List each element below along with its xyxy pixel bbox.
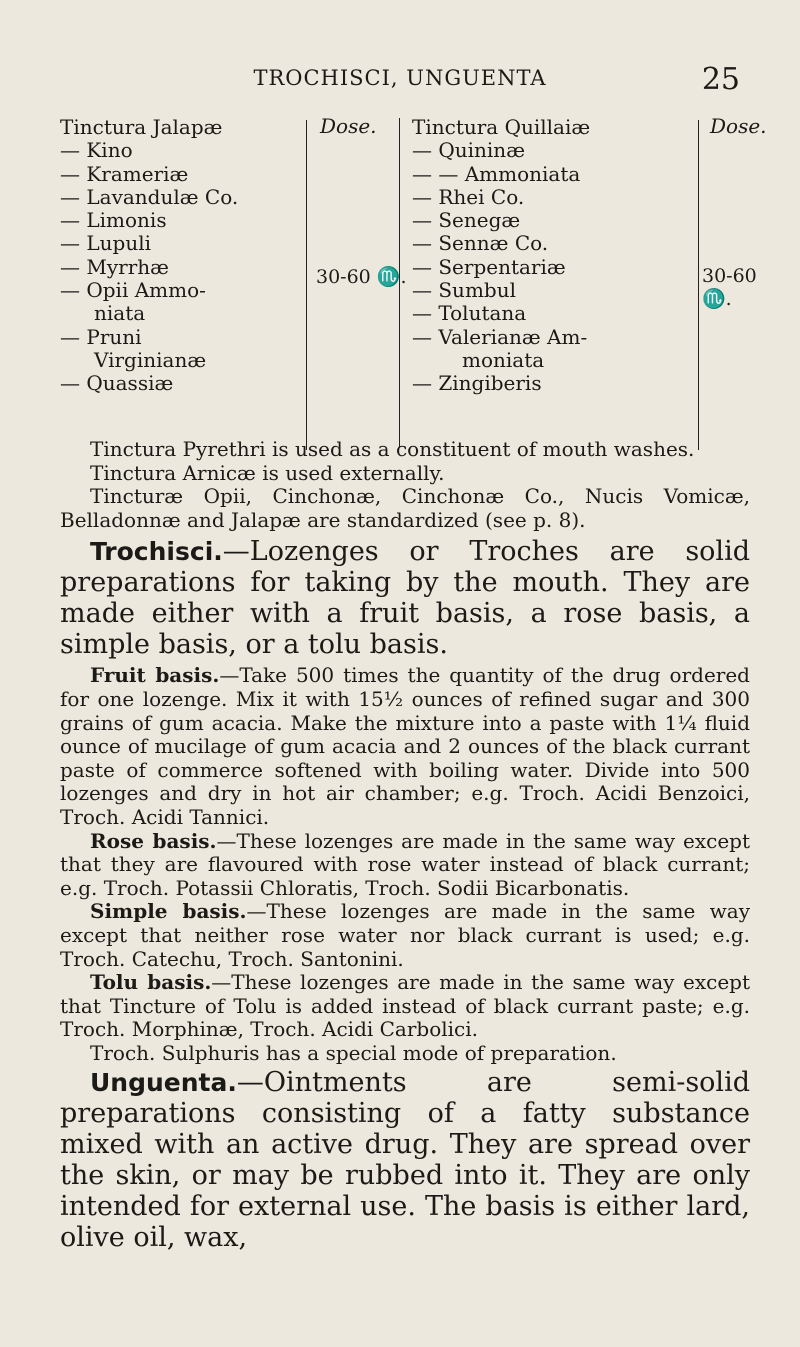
sulphur-note: Troch. Sulphuris has a special mode of preparation. [90, 1040, 617, 1065]
list-item: — Lupuli [60, 231, 151, 256]
list-item: — — Ammoniata [412, 161, 581, 186]
list-item: — Quassiæ [60, 371, 174, 396]
list-item: — Sumbul [412, 278, 516, 303]
list-item: — Lavandulæ Co. [60, 184, 239, 209]
rose-basis-text: —These lozenges are made in the same way except that they are flavoured with rose water instead of black currant; e.g. Troch. Potassii Chloratis, Troch. Sodii Bicarbonatis. [60, 828, 750, 900]
list-item: — Pruni [60, 324, 142, 349]
list-item: — Valerianæ Am- [412, 324, 588, 349]
simple-basis-text: —These lozenges are made in the same way except that neither rose water nor black currant is used; e.g. Troch. Catechu, Troch. Santonini. [60, 899, 750, 971]
fruit-basis-text: —Take 500 times the quantity of the drug ordered for one lozenge. Mix it with 15½ ounces of refined sugar and 300 grains of gum acacia. Make the mixture into a paste with 1¼ fluid ounce of mucilage of gum acacia and 2 ounces of the black currant paste of commerce softened with boiling water. Divide into 500 lozenges and dry in hot air chamber; e.g. Troch. Acidi Benzoici, Troch. Acidi Tannici. [60, 663, 750, 829]
note-pyrethri: Tinctura Pyrethri is used as a constituent of mouth washes. [90, 437, 695, 461]
list-item: — Quininæ [412, 138, 525, 163]
page-header [60, 62, 740, 102]
trochisci-heading: Trochisci. [90, 537, 223, 567]
fruit-basis-paragraph [60, 664, 750, 829]
list-item: — Serpentariæ [412, 254, 566, 279]
list-item: — Rhei Co. [412, 184, 525, 209]
list-item: Tinctura Quillaiæ [412, 115, 591, 139]
list-item: Tinctura Jalapæ [60, 115, 223, 139]
list-item: — Kino [60, 138, 133, 163]
unguenta-heading: Unguenta. [90, 1068, 237, 1098]
tolu-basis-paragraph [60, 971, 750, 1042]
running-title: TROCHISCI, UNGUENTA [253, 66, 547, 90]
page-number: 25 [701, 62, 740, 97]
tolu-basis-heading: Tolu basis. [90, 970, 212, 995]
rose-basis-paragraph [60, 830, 750, 901]
trochisci-paragraph [60, 536, 750, 660]
list-item: — Limonis [60, 208, 167, 233]
list-item: — Tolutana [412, 301, 527, 326]
left-dose-bracket [300, 120, 307, 450]
tincture-list-right [412, 116, 642, 396]
list-item: moniata [462, 347, 545, 372]
dose-heading-left: Dose. [320, 114, 377, 138]
simple-basis-heading: Simple basis. [90, 899, 247, 924]
list-item: — Zingiberis [412, 371, 542, 396]
list-item: — Sennæ Co. [412, 231, 549, 256]
dose-value-right: 30-60 ♏. [702, 265, 757, 310]
tolu-basis-text: —These lozenges are made in the same way except that Tincture of Tolu is added instead of black currant paste; e.g. Troch. Morphinæ, Troch. Acidi Carbolici. [60, 970, 750, 1042]
rose-basis-heading: Rose basis. [90, 828, 217, 853]
fruit-basis-heading: Fruit basis. [90, 663, 220, 688]
list-item: niata [94, 301, 146, 326]
unguenta-text: —Ointments are semi-solid preparations consisting of a fatty substance mixed with an active drug. They are spread over the skin, or may be rubbed into it. They are only intended for external use. The basis is either lard, olive oil, wax, [60, 1067, 750, 1254]
unguenta-paragraph [60, 1067, 750, 1253]
column-divider [399, 118, 400, 448]
page-body [60, 438, 750, 1253]
dose-value-left: 30-60 ♏. [316, 266, 407, 288]
list-item: — Myrrhæ [60, 254, 169, 279]
right-dose-bracket [692, 120, 699, 450]
list-item: — Krameriæ [60, 161, 189, 186]
note-standardized: Tincturæ Opii, Cinchonæ, Cinchonæ Co., Nucis Vomicæ, Belladonnæ and Jalapæ are standardized (see p. 8). [60, 484, 750, 532]
trochisci-text: —Lozenges or Troches are solid preparations for taking by the mouth. They are made either with a fruit basis, a rose basis, a simple basis, or a tolu basis. [60, 536, 750, 661]
tincture-dose-table [60, 114, 767, 436]
list-item: — Opii Ammo- [60, 278, 206, 303]
list-item: Virginianæ [94, 347, 207, 372]
simple-basis-paragraph [60, 900, 750, 971]
list-item: — Senegæ [412, 208, 521, 233]
tincture-list-left [60, 116, 300, 396]
note-arnica: Tinctura Arnicæ is used externally. [90, 460, 445, 485]
dose-heading-right: Dose. [710, 114, 767, 138]
